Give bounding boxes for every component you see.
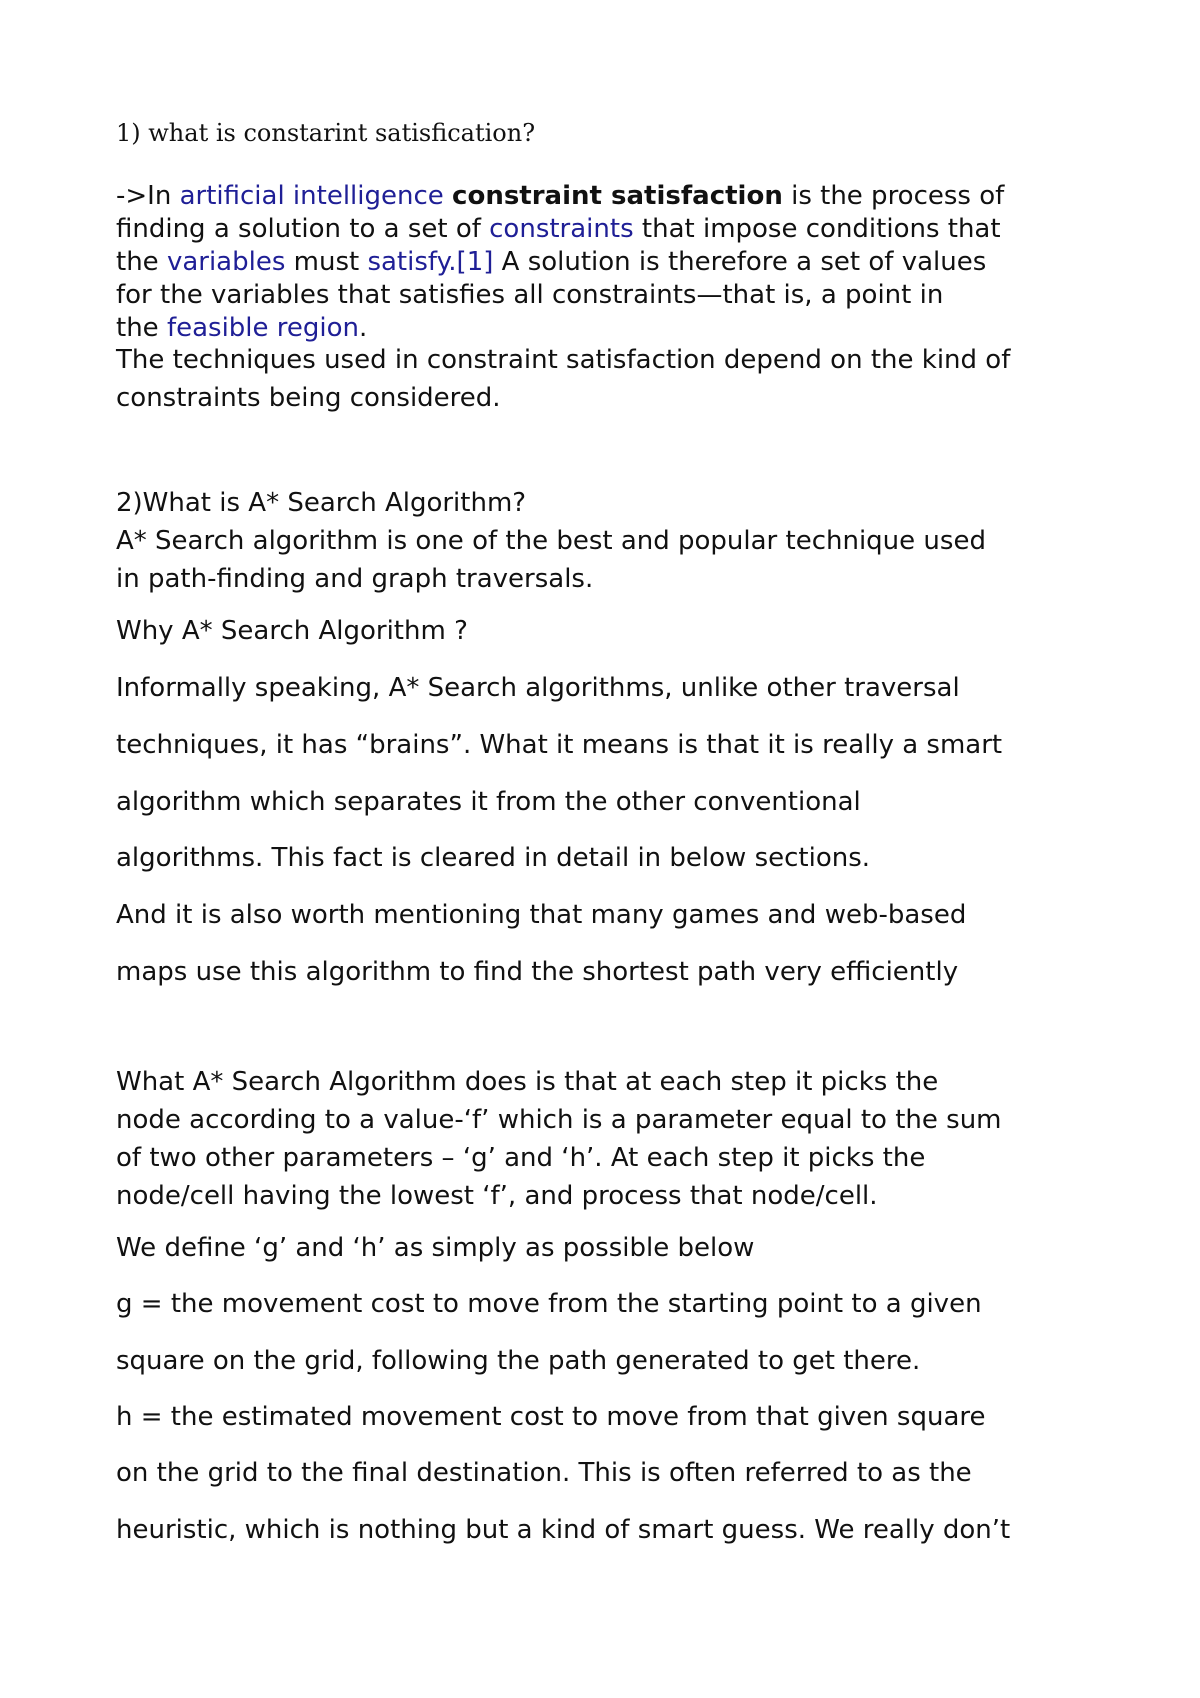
text-span (444, 181, 452, 211)
informal-line-4: algorithms. This fact is cleared in detail in below sections. (116, 843, 871, 873)
text-span: . (359, 313, 368, 343)
informal-line-2: techniques, it has “brains”. What it means is that it is really a smart (116, 730, 1003, 760)
link-feasible-region[interactable]: feasible region (166, 313, 360, 343)
g-definition-line-1: g = the movement cost to move from the starting point to a given (116, 1289, 982, 1319)
does-line-4: node/cell having the lowest ‘f’, and process that node/cell. (116, 1181, 878, 1211)
q1-answer-line-3 (116, 245, 986, 279)
question-1-heading: 1) what is constarint satisfication? (116, 119, 536, 147)
h-definition-line-3: heuristic, which is nothing but a kind of smart guess. We really don’t (116, 1515, 1011, 1545)
informal-line-1: Informally speaking, A* Search algorithms, unlike other traversal (116, 673, 960, 703)
q1-answer-line-6: The techniques used in constraint satisfaction depend on the kind of (116, 345, 1011, 375)
text-span: ->In (116, 181, 180, 211)
text-span: must (285, 247, 368, 277)
does-line-3: of two other parameters – ‘g’ and ‘h’. At each step it picks the (116, 1143, 926, 1173)
does-line-2: node according to a value-‘f’ which is a parameter equal to the sum (116, 1105, 1002, 1135)
link-variables[interactable]: variables (166, 247, 286, 277)
text-span: the (116, 247, 167, 277)
g-definition-line-2: square on the grid, following the path generated to get there. (116, 1346, 921, 1376)
text-span: A solution is therefore a set of values (493, 247, 987, 277)
text-span: the (116, 313, 167, 343)
q1-answer-line-7: constraints being considered. (116, 383, 501, 413)
link-reference-1[interactable]: [1] (456, 247, 494, 277)
informal-line-3: algorithm which separates it from the other conventional (116, 787, 861, 817)
q2-intro-line-2: in path-finding and graph traversals. (116, 564, 594, 594)
link-constraints[interactable]: constraints (489, 214, 634, 244)
q1-answer-line-1 (116, 179, 1004, 213)
h-definition-line-1: h = the estimated movement cost to move from that given square (116, 1402, 986, 1432)
q1-answer-line-2 (116, 212, 1001, 246)
h-definition-line-2: on the grid to the final destination. This is often referred to as the (116, 1458, 972, 1488)
does-line-1: What A* Search Algorithm does is that at each step it picks the (116, 1067, 939, 1097)
bold-term-constraint-satisfaction: constraint satisfaction (452, 181, 783, 211)
text-span: finding a solution to a set of (116, 214, 490, 244)
link-satisfy[interactable]: satisfy. (367, 247, 457, 277)
define-line: We define ‘g’ and ‘h’ as simply as possible below (116, 1233, 755, 1263)
q2-intro-line-1: A* Search algorithm is one of the best and popular technique used (116, 526, 986, 556)
q1-answer-line-5 (116, 311, 367, 345)
link-artificial-intelligence[interactable]: artificial intelligence (179, 181, 444, 211)
q1-answer-line-4: for the variables that satisfies all constraints—that is, a point in (116, 280, 944, 310)
worth-line-2: maps use this algorithm to find the shortest path very efficiently (116, 957, 959, 987)
worth-line-1: And it is also worth mentioning that many games and web-based (116, 900, 967, 930)
question-2-heading: 2)What is A* Search Algorithm? (116, 488, 527, 518)
why-heading: Why A* Search Algorithm ? (116, 616, 468, 646)
text-span: that impose conditions that (633, 214, 1001, 244)
text-span: is the process of (782, 181, 1005, 211)
